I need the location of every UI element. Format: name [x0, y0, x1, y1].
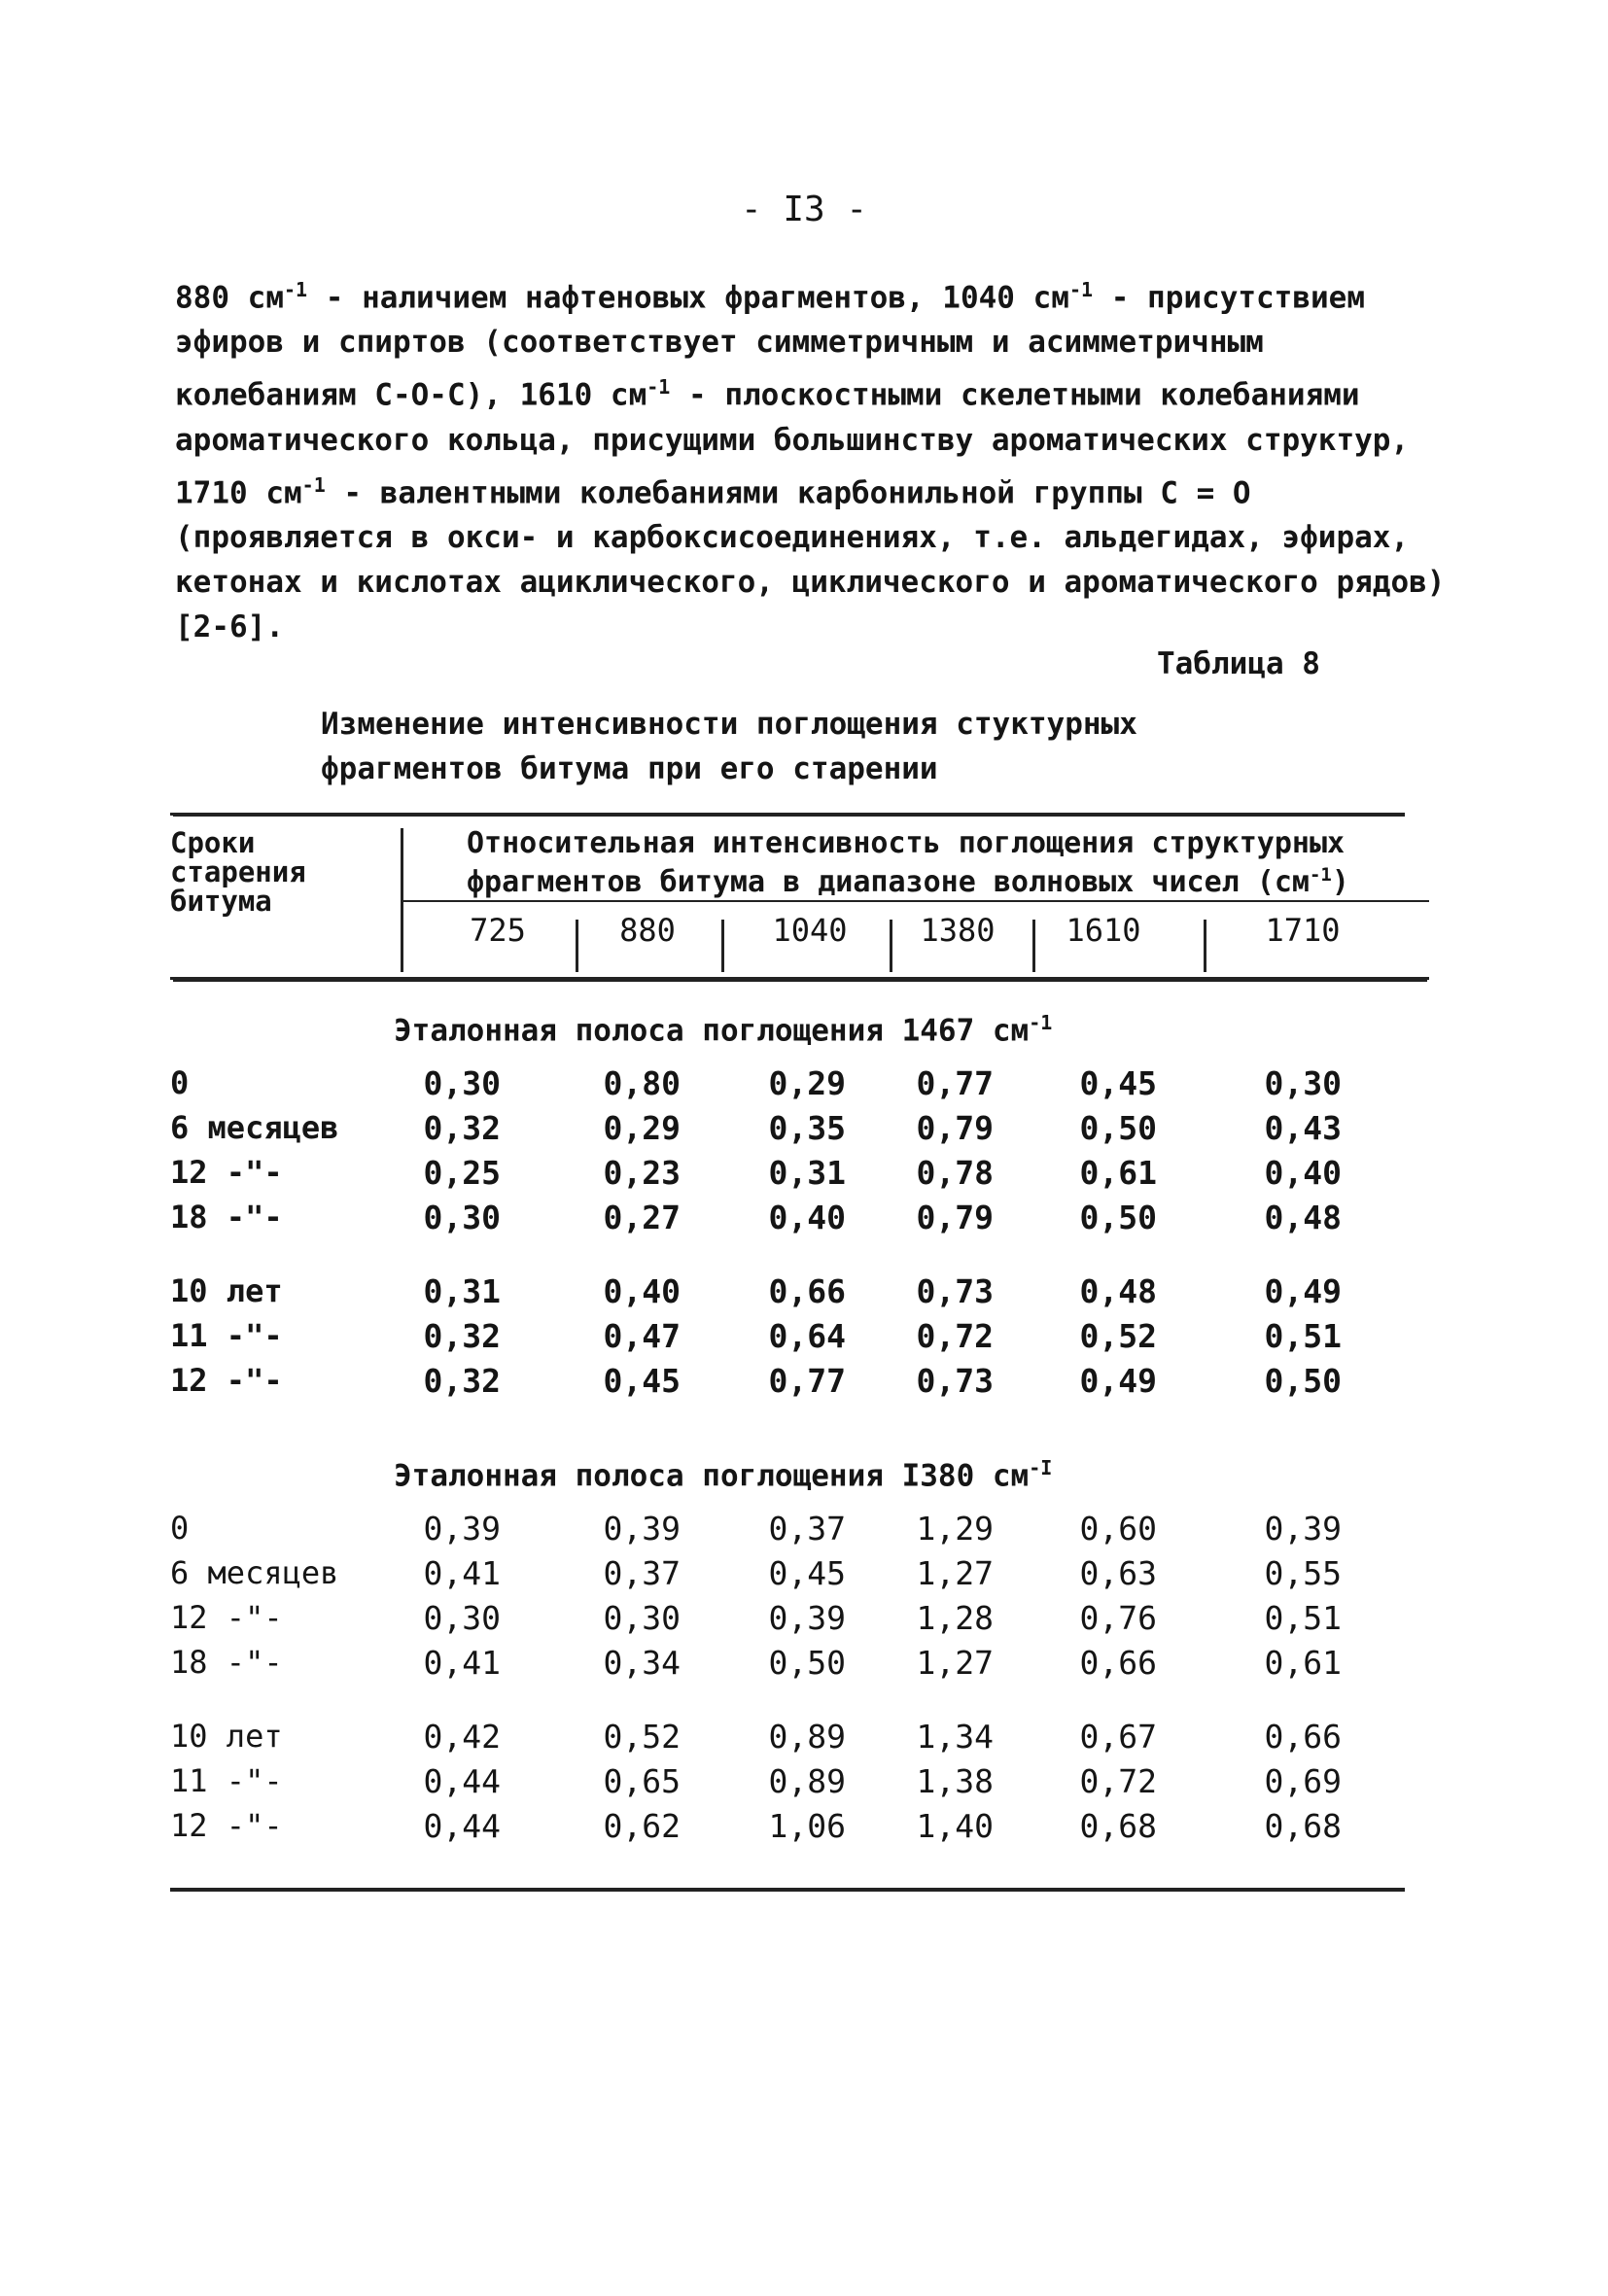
table-caption-line: фрагментов битума при его старении	[321, 751, 938, 786]
table-cell: 0,35	[768, 1109, 846, 1147]
table-cell: 0,50	[1079, 1109, 1157, 1147]
table-cell: 0,44	[423, 1807, 501, 1845]
row-label: 12 -"-	[170, 1807, 283, 1844]
table-cell: 0,52	[1079, 1317, 1157, 1355]
table-cell: 0,51	[1264, 1599, 1342, 1637]
header-wavenumber: 1710	[1265, 912, 1341, 949]
table-cell: 0,80	[603, 1064, 681, 1102]
table-cell: 0,30	[1264, 1064, 1342, 1102]
table-cell: 0,62	[603, 1807, 681, 1845]
table-caption-line: Изменение интенсивности поглощения стуктурных	[321, 707, 1137, 742]
table-cell: 0,66	[1264, 1718, 1342, 1756]
row-label: 18 -"-	[170, 1644, 283, 1681]
table-cell: 0,60	[1079, 1510, 1157, 1548]
header-span-line: Относительная интенсивность поглощения структурных	[467, 826, 1346, 860]
table-cell: 1,28	[916, 1599, 994, 1637]
table-cell: 0,76	[1079, 1599, 1157, 1637]
table-cell: 0,72	[916, 1317, 994, 1355]
table-cell: 0,32	[423, 1317, 501, 1355]
table-cell: 0,79	[916, 1199, 994, 1236]
row-label: 12 -"-	[170, 1154, 283, 1191]
table-cell: 0,89	[768, 1762, 846, 1800]
header-column-divider	[1204, 920, 1206, 972]
paragraph-text: - плоскостными скелетными колебаниями ароматического кольца, присущими большинству ароматических структур, 1710 см	[175, 377, 1410, 510]
table-cell: 0,27	[603, 1199, 681, 1236]
table-cell: 0,68	[1264, 1807, 1342, 1845]
paragraph-text: - присутствием эфиров и спиртов (соответствует симметричным и асимметричным колебаниям С-О-С), 1610 см	[175, 280, 1366, 413]
reference-band-title	[394, 1011, 1052, 1048]
table-cell: 1,34	[916, 1718, 994, 1756]
table-cell: 0,29	[603, 1109, 681, 1147]
table-cell: 0,25	[423, 1154, 501, 1192]
header-term-line: старения	[170, 855, 306, 888]
table-cell: 0,65	[603, 1762, 681, 1800]
table-number: Таблица 8	[1157, 646, 1320, 681]
paragraph-text: - наличием нафтеновых фрагментов, 1040 см	[307, 280, 1069, 316]
table-cell: 0,32	[423, 1109, 501, 1147]
header-span-text: фрагментов битума в диапазоне волновых чисел (см	[467, 865, 1310, 899]
table-cell: 1,06	[768, 1807, 846, 1845]
header-column-divider	[1032, 920, 1035, 972]
reference-band-title	[394, 1456, 1052, 1493]
table-cell: 0,40	[603, 1272, 681, 1310]
table-cell: 0,30	[423, 1064, 501, 1102]
header-span-line	[467, 859, 1429, 898]
table-cell: 0,48	[1079, 1272, 1157, 1310]
table-cell: 0,45	[1079, 1064, 1157, 1102]
table-cell: 0,40	[768, 1199, 846, 1236]
table-cell: 0,41	[423, 1644, 501, 1682]
paragraph-text: - валентными колебаниями карбонильной группы С = О (проявляется в окси- и карбоксисоединениях, т.е. альдегидах, эфирах, кетонах и кислотах ациклического, циклического и ароматического рядов) [2-6].	[175, 474, 1446, 644]
table-cell: 0,61	[1264, 1644, 1342, 1682]
header-wavenumber: 880	[619, 912, 676, 949]
table-cell: 0,42	[423, 1718, 501, 1756]
table-cell: 1,40	[916, 1807, 994, 1845]
table-cell: 0,32	[423, 1362, 501, 1400]
reference-band-text: Эталонная полоса поглощения 1467 см	[394, 1013, 1030, 1049]
table-cell: 0,73	[916, 1272, 994, 1310]
row-label: 10 лет	[170, 1272, 283, 1309]
table-cell: 1,27	[916, 1644, 994, 1682]
table-cell: 0,45	[768, 1554, 846, 1592]
header-span-close: )	[1331, 865, 1349, 899]
table-cell: 0,61	[1079, 1154, 1157, 1192]
table-cell: 0,79	[916, 1109, 994, 1147]
table-cell: 0,66	[1079, 1644, 1157, 1682]
table-cell: 0,44	[423, 1762, 501, 1800]
row-label: 18 -"-	[170, 1199, 283, 1235]
reference-band-sup: -1	[1029, 1011, 1053, 1034]
header-term-line: битума	[170, 885, 272, 918]
table-cell: 0,39	[1264, 1510, 1342, 1548]
table-cell: 0,50	[768, 1644, 846, 1682]
table-cell: 0,47	[603, 1317, 681, 1355]
header-term-label	[170, 828, 306, 916]
header-wavenumber: 1380	[920, 912, 996, 949]
table-cell: 0,48	[1264, 1199, 1342, 1236]
table-cell: 0,51	[1264, 1317, 1342, 1355]
header-wavenumber: 1610	[1066, 912, 1141, 949]
table-cell: 0,49	[1079, 1362, 1157, 1400]
header-term-line: Сроки	[170, 826, 256, 859]
table-cell: 0,50	[1264, 1362, 1342, 1400]
table-cell: 0,30	[603, 1599, 681, 1637]
header-span-sup: -1	[1309, 864, 1332, 886]
header-column-divider	[576, 920, 578, 972]
table-cell: 0,69	[1264, 1762, 1342, 1800]
header-separator-rule	[401, 900, 1429, 902]
table-cell: 0,63	[1079, 1554, 1157, 1592]
paragraph-text: 880 см	[175, 280, 284, 316]
table-cell: 0,77	[768, 1362, 846, 1400]
reference-band-sup: -I	[1029, 1456, 1053, 1479]
body-paragraph	[175, 267, 1449, 649]
table-cell: 0,37	[603, 1554, 681, 1592]
table-cell: 0,73	[916, 1362, 994, 1400]
superscript: -1	[301, 472, 326, 497]
table-cell: 0,30	[423, 1199, 501, 1236]
table-cell: 0,37	[768, 1510, 846, 1548]
table-cell: 0,52	[603, 1718, 681, 1756]
table-cell: 0,72	[1079, 1762, 1157, 1800]
table-cell: 0,45	[603, 1362, 681, 1400]
table-cell: 0,29	[768, 1064, 846, 1102]
row-label: 12 -"-	[170, 1599, 283, 1636]
row-label: 6 месяцев	[170, 1554, 339, 1591]
header-column-divider	[721, 920, 724, 972]
table-cell: 0,43	[1264, 1109, 1342, 1147]
table-cell: 1,38	[916, 1762, 994, 1800]
table-cell: 0,31	[423, 1272, 501, 1310]
header-column-divider	[401, 828, 403, 972]
table-cell: 0,66	[768, 1272, 846, 1310]
superscript: -1	[283, 278, 308, 301]
row-label: 12 -"-	[170, 1362, 283, 1399]
table-cell: 0,67	[1079, 1718, 1157, 1756]
row-label: 11 -"-	[170, 1317, 283, 1354]
superscript: -1	[1068, 278, 1094, 301]
table-cell: 0,64	[768, 1317, 846, 1355]
table-cell: 0,39	[768, 1599, 846, 1637]
page-number: - I3 -	[740, 190, 868, 229]
table-cell: 0,39	[423, 1510, 501, 1548]
row-label: 10 лет	[170, 1718, 283, 1755]
superscript: -1	[647, 375, 671, 400]
row-label: 6 месяцев	[170, 1109, 339, 1146]
header-wavenumber: 1040	[772, 912, 848, 949]
table-cell: 0,30	[423, 1599, 501, 1637]
table-cell: 1,29	[916, 1510, 994, 1548]
table-cell: 0,34	[603, 1644, 681, 1682]
header-column-divider	[890, 920, 892, 972]
reference-band-text: Эталонная полоса поглощения I380 см	[394, 1458, 1030, 1494]
header-bottom-rule-double	[173, 980, 1427, 982]
table-cell: 0,50	[1079, 1199, 1157, 1236]
header-intensity-label	[467, 828, 1429, 898]
row-label: 0	[170, 1510, 190, 1547]
table-caption	[321, 702, 1293, 791]
row-label: 11 -"-	[170, 1762, 283, 1799]
table-cell: 1,27	[916, 1554, 994, 1592]
table-cell: 0,68	[1079, 1807, 1157, 1845]
table-cell: 0,89	[768, 1718, 846, 1756]
table-cell: 0,39	[603, 1510, 681, 1548]
table-cell: 0,23	[603, 1154, 681, 1192]
header-wavenumber: 725	[470, 912, 526, 949]
row-label: 0	[170, 1064, 190, 1101]
table-cell: 0,41	[423, 1554, 501, 1592]
table-bottom-rule	[170, 1888, 1405, 1892]
table-cell: 0,31	[768, 1154, 846, 1192]
table-cell: 0,55	[1264, 1554, 1342, 1592]
table-cell: 0,40	[1264, 1154, 1342, 1192]
table-cell: 0,77	[916, 1064, 994, 1102]
table-cell: 0,49	[1264, 1272, 1342, 1310]
table-cell: 0,78	[916, 1154, 994, 1192]
table-top-rule-double	[173, 815, 1405, 817]
